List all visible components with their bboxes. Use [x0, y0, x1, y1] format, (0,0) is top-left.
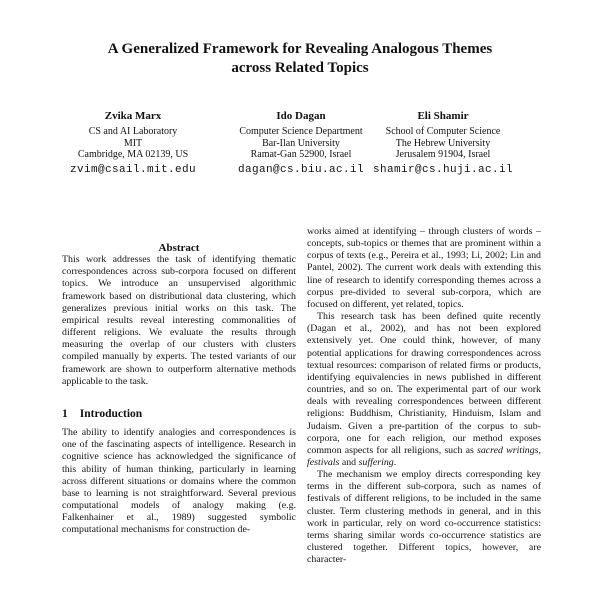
- author-affiliation-line: Bar-Ilan University: [262, 137, 340, 149]
- author-affiliation-line: MIT: [123, 137, 143, 149]
- author-name: Eli Shamir: [417, 110, 469, 122]
- two-column-body: [62, 226, 541, 566]
- author-affiliation-line: School of Computer Science: [385, 126, 501, 137]
- section-heading-introduction: [62, 408, 296, 420]
- abstract-heading: Abstract: [158, 242, 200, 254]
- italic-term-suffering: suffering: [358, 456, 394, 468]
- author-affiliation-line: Ramat-Gan 52900, Israel: [250, 149, 352, 160]
- author-email: dagan@cs.biu.ac.il: [237, 163, 365, 176]
- paragraph-text: and: [339, 456, 359, 468]
- author-eli-shamir: [373, 110, 513, 176]
- author-name: Ido Dagan: [276, 110, 326, 122]
- left-column: [62, 226, 296, 566]
- paragraph-text: .: [393, 456, 397, 468]
- author-email: zvim@csail.mit.edu: [69, 163, 197, 176]
- intro-paragraph: The ability to identify analogies and correspondences is one of the fascinating aspects of intelligence. Research in cognitive science has acknowledged the significance of this ability of human thinking, particularly in learning across different situations or domains where the common base to learning is not straightforward. Several previous computational models of analogy making (e.g. Falkenhainer et al., 1989) suggested symbolic computational mechanisms for construction de-: [62, 427, 296, 536]
- author-name: Zvika Marx: [104, 110, 162, 122]
- author-block: [0, 110, 600, 180]
- section-title: Introduction: [79, 407, 143, 420]
- abstract-text: This work addresses the task of identifying thematic correspondences across sub-corpora focused on different topics. We introduce an unsupervised algorithmic framework based on distributional data clustering, which generalizes previous initial works on this task. The empirical results reveal interesting commonalities of different religions. We evaluate the results through measuring the overlap of our clusters with clusters compiled manually by experts. The tested variants of our framework are shown to outperform alternative methods applicable to the task.: [62, 254, 296, 387]
- author-affiliation-line: CS and AI Laboratory: [88, 126, 178, 137]
- author-affiliation-line: Cambridge, MA 02139, US: [77, 149, 189, 160]
- author-affiliation-line: The Hebrew University: [395, 137, 491, 149]
- italic-term-sacred-writings: sacred writings: [477, 444, 539, 456]
- author-zvika-marx: [70, 110, 196, 176]
- right-paragraph-1: works aimed at identifying – through clusters of words – concepts, sub-topics or themes that are prominent within a corpus of texts (e.g., Pereira et al., 1993; Li, 2002; Lin and Pantel, 2002). The current work deals with extending this line of research to identify corresponding themes across a corpus pre-divided to several sub-corpora, which are focused on different, yet related, topics.: [307, 226, 541, 310]
- author-affiliation-line: Computer Science Department: [239, 126, 363, 137]
- section-number: 1: [62, 407, 68, 420]
- author-affiliation-line: Jerusalem 91904, Israel: [395, 149, 491, 160]
- italic-term-festivals: festivals: [307, 456, 340, 468]
- paper-title: A Generalized Framework for Revealing Analogous Themes across Related Topics: [107, 41, 493, 76]
- right-paragraph-3: The mechanism we employ directs corresponding key terms in the different sub-corpora, such as names of festivals of different religions, to be included in the same cluster. Term clustering methods in general, and in this work in particular, rely on word co-occurrence statistics: terms sharing similar words co-occurrence statistics are clustered together. Different topics, however, are character-: [307, 469, 541, 566]
- author-ido-dagan: [238, 110, 364, 176]
- right-column: [307, 226, 541, 566]
- paragraph-text: ,: [538, 444, 541, 456]
- author-email: shamir@cs.huji.ac.il: [372, 163, 514, 176]
- paragraph-text: This research task has been defined quite recently (Dagan et al., 2002), and has not been explored extensively yet. One could think, however, of many potential applications for drawing correspondences across textual resources: comparison of related firms or products, identifying equivalencies in news published in different countries, and so on. The experimental part of our work deals with revealing correspondences between different religions: Buddhism, Christianity, Hinduism, Islam and Judaism. Given a pre-partition of the corpus to sub-corpora, one for each religion, our method exposes common aspects for all religions, such as: [307, 311, 541, 456]
- right-paragraph-2: [307, 311, 541, 469]
